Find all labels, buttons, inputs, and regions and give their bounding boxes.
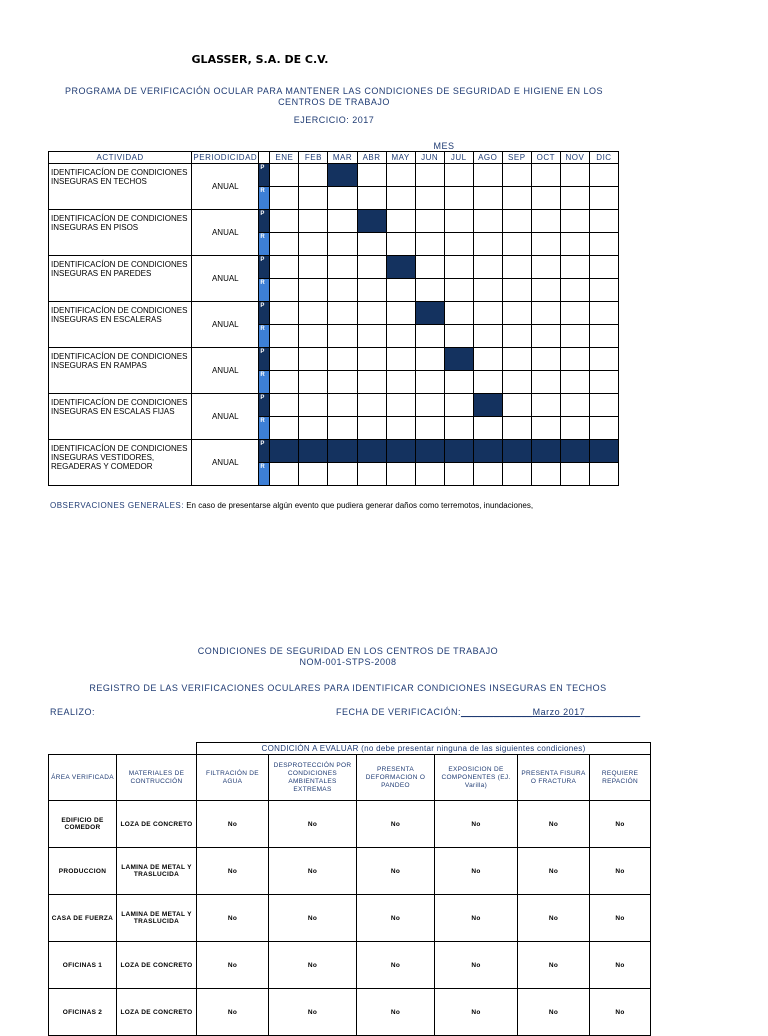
registro-title: REGISTRO DE LAS VERIFICACIONES OCULARES PARA IDENTIFICAR CONDICIONES INSEGURAS EN TECHOS (89, 683, 607, 693)
header-actividad: ACTIVIDAD (49, 152, 192, 164)
real-month-cell (560, 187, 589, 210)
planned-month-cell (444, 394, 473, 417)
material-cell: LOZA DE CONCRETO (117, 989, 197, 1036)
periodicidad-cell: ANUAL (192, 302, 259, 348)
planned-month-cell (473, 348, 502, 371)
real-month-cell (270, 233, 299, 256)
real-marker: R (259, 279, 270, 302)
real-month-cell (502, 371, 531, 394)
real-month-cell (473, 463, 502, 486)
header-month: AGO (473, 152, 502, 164)
real-month-cell (531, 371, 560, 394)
area-cell: PRODUCCION (49, 848, 117, 895)
actividad-cell: IDENTIFICACÍON DE CONDICIONES INSEGURAS EN RAMPAS (49, 348, 192, 394)
real-month-cell (531, 279, 560, 302)
condition-value-cell: No (357, 848, 435, 895)
condition-value-cell: No (357, 895, 435, 942)
planned-month-cell (357, 440, 386, 463)
planned-month-cell (560, 256, 589, 279)
planned-month-cell (270, 302, 299, 325)
planned-month-cell (415, 210, 444, 233)
real-month-cell (357, 417, 386, 440)
observaciones-text: En caso de presentarse algún evento que pudiera generar daños como terremotos, inundaciones, (186, 501, 534, 510)
real-month-cell (270, 417, 299, 440)
planned-month-cell (299, 348, 328, 371)
planned-month-cell (560, 164, 589, 187)
actividad-cell: IDENTIFICACÍON DE CONDICIONES INSEGURAS EN PAREDES (49, 256, 192, 302)
real-month-cell (531, 233, 560, 256)
group-header: CONDICIÓN A EVALUAR (no debe presentar ninguna de las siguientes condiciones) (197, 743, 651, 755)
schedule-row (49, 164, 619, 187)
header-month: SEP (502, 152, 531, 164)
planned-month-cell (328, 302, 357, 325)
planned-month-cell (473, 210, 502, 233)
real-month-cell (531, 187, 560, 210)
real-month-cell (502, 417, 531, 440)
condition-value-cell: No (269, 801, 357, 848)
mes-label: MES (433, 141, 455, 151)
condition-value-cell: No (269, 848, 357, 895)
material-cell: LOZA DE CONCRETO (117, 942, 197, 989)
condition-value-cell: No (435, 989, 518, 1036)
company-name: GLASSER, S.A. DE C.V. (191, 53, 329, 66)
planned-month-cell (473, 302, 502, 325)
planned-month-cell (502, 348, 531, 371)
nom-label: NOM-001-STPS-2008 (299, 657, 397, 667)
planned-month-cell (560, 302, 589, 325)
planned-month-cell (386, 440, 415, 463)
header-month: JUL (444, 152, 473, 164)
planned-marker: P (259, 256, 270, 279)
planned-month-cell (560, 394, 589, 417)
planned-month-cell (473, 256, 502, 279)
actividad-cell: IDENTIFICACÍON DE CONDICIONES INSEGURAS EN TECHOS (49, 164, 192, 210)
header-filtracion: FILTRACIÓN DE AGUA (197, 755, 269, 801)
header-month: MAY (386, 152, 415, 164)
planned-month-cell (473, 440, 502, 463)
condition-value-cell: No (435, 848, 518, 895)
table-row (49, 848, 651, 895)
real-month-cell (589, 325, 618, 348)
planned-month-cell (502, 164, 531, 187)
planned-month-cell (386, 210, 415, 233)
real-month-cell (299, 279, 328, 302)
condition-value-cell: No (197, 942, 269, 989)
real-month-cell (415, 463, 444, 486)
real-month-cell (589, 187, 618, 210)
real-month-cell (415, 371, 444, 394)
schedule-row (49, 302, 619, 325)
real-month-cell (502, 187, 531, 210)
real-month-cell (589, 233, 618, 256)
schedule-row (49, 348, 619, 371)
actividad-cell: IDENTIFICACÍON DE CONDICIONES INSEGURAS VESTIDORES, REGADERAS Y COMEDOR (49, 440, 192, 486)
table-row (49, 989, 651, 1036)
real-month-cell (328, 233, 357, 256)
planned-marker: P (259, 348, 270, 371)
planned-month-cell (589, 164, 618, 187)
real-marker: R (259, 463, 270, 486)
real-month-cell (502, 233, 531, 256)
real-month-cell (415, 325, 444, 348)
real-month-cell (531, 325, 560, 348)
periodicidad-cell: ANUAL (192, 348, 259, 394)
real-month-cell (357, 233, 386, 256)
real-month-cell (357, 187, 386, 210)
real-month-cell (502, 463, 531, 486)
table-row (49, 801, 651, 848)
condition-value-cell: No (357, 942, 435, 989)
real-month-cell (328, 279, 357, 302)
area-cell: OFICINAS 2 (49, 989, 117, 1036)
real-month-cell (444, 187, 473, 210)
condition-value-cell: No (590, 989, 651, 1036)
planned-month-cell (589, 302, 618, 325)
real-month-cell (386, 187, 415, 210)
real-month-cell (589, 279, 618, 302)
actividad-cell: IDENTIFICACÍON DE CONDICIONES INSEGURAS EN ESCALAS FIJAS (49, 394, 192, 440)
real-month-cell (473, 279, 502, 302)
real-month-cell (386, 463, 415, 486)
periodicidad-cell: ANUAL (192, 210, 259, 256)
planned-month-cell (589, 348, 618, 371)
planned-month-cell (502, 210, 531, 233)
conditions-header-row (49, 755, 651, 801)
planned-month-cell (531, 348, 560, 371)
header-periodicidad: PERIODICIDAD (193, 153, 258, 162)
condition-value-cell: No (269, 895, 357, 942)
material-cell: LOZA DE CONCRETO (117, 801, 197, 848)
planned-month-cell (386, 164, 415, 187)
real-month-cell (531, 463, 560, 486)
condition-value-cell: No (590, 895, 651, 942)
planned-month-cell (386, 348, 415, 371)
header-area: ÁREA VERIFICADA (49, 755, 117, 801)
planned-month-cell (299, 164, 328, 187)
planned-month-cell (444, 302, 473, 325)
real-month-cell (270, 325, 299, 348)
planned-month-cell (444, 348, 473, 371)
real-month-cell (415, 187, 444, 210)
header-month: ENE (270, 152, 299, 164)
planned-month-cell (444, 210, 473, 233)
real-month-cell (328, 463, 357, 486)
condition-value-cell: No (269, 942, 357, 989)
real-month-cell (589, 463, 618, 486)
real-month-cell (299, 463, 328, 486)
condition-value-cell: No (435, 895, 518, 942)
header-month: MAR (328, 152, 357, 164)
planned-month-cell (270, 164, 299, 187)
planned-month-cell (444, 440, 473, 463)
real-month-cell (589, 417, 618, 440)
real-month-cell (328, 325, 357, 348)
planned-month-cell (444, 164, 473, 187)
planned-month-cell (328, 394, 357, 417)
condition-value-cell: No (518, 848, 590, 895)
schedule-row (49, 256, 619, 279)
planned-month-cell (531, 440, 560, 463)
planned-month-cell (589, 256, 618, 279)
real-marker: R (259, 187, 270, 210)
real-month-cell (357, 463, 386, 486)
planned-month-cell (589, 394, 618, 417)
fecha-verificacion (336, 707, 640, 717)
real-month-cell (386, 325, 415, 348)
planned-month-cell (502, 394, 531, 417)
observaciones (50, 501, 533, 510)
condition-value-cell: No (518, 989, 590, 1036)
condition-value-cell: No (357, 801, 435, 848)
real-month-cell (299, 325, 328, 348)
planned-month-cell (560, 348, 589, 371)
periodicidad-cell: ANUAL (192, 394, 259, 440)
planned-month-cell (386, 394, 415, 417)
real-month-cell (270, 463, 299, 486)
real-month-cell (444, 463, 473, 486)
real-month-cell (560, 417, 589, 440)
area-cell: CASA DE FUERZA (49, 895, 117, 942)
schedule-header-row (49, 152, 619, 164)
planned-month-cell (531, 256, 560, 279)
condition-value-cell: No (590, 942, 651, 989)
planned-month-cell (415, 394, 444, 417)
planned-month-cell (270, 394, 299, 417)
observaciones-label: OBSERVACIONES GENERALES: (50, 501, 184, 510)
planned-month-cell (299, 210, 328, 233)
conditions-title-line: CONDICIONES DE SEGURIDAD EN LOS CENTROS DE TRABAJO (197, 646, 499, 656)
condition-value-cell: No (590, 801, 651, 848)
real-month-cell (386, 279, 415, 302)
real-month-cell (357, 325, 386, 348)
planned-month-cell (502, 256, 531, 279)
real-month-cell (531, 417, 560, 440)
real-month-cell (473, 233, 502, 256)
real-month-cell (299, 233, 328, 256)
condition-value-cell: No (197, 848, 269, 895)
real-marker: R (259, 371, 270, 394)
header-month: ABR (357, 152, 386, 164)
real-month-cell (444, 325, 473, 348)
real-month-cell (386, 371, 415, 394)
planned-month-cell (531, 210, 560, 233)
real-month-cell (473, 325, 502, 348)
real-marker: R (259, 325, 270, 348)
condition-value-cell: No (197, 989, 269, 1036)
planned-month-cell (560, 440, 589, 463)
empty-header (49, 743, 117, 755)
planned-marker: P (259, 394, 270, 417)
planned-month-cell (473, 394, 502, 417)
real-marker: R (259, 233, 270, 256)
header-reparacion: REQUIERE REPACIÓN (590, 755, 651, 801)
planned-month-cell (444, 256, 473, 279)
planned-month-cell (328, 256, 357, 279)
planned-month-cell (328, 440, 357, 463)
real-month-cell (415, 417, 444, 440)
planned-month-cell (386, 302, 415, 325)
real-month-cell (328, 371, 357, 394)
real-month-cell (357, 371, 386, 394)
planned-month-cell (328, 348, 357, 371)
schedule-table (48, 151, 619, 486)
real-month-cell (444, 417, 473, 440)
planned-month-cell (270, 210, 299, 233)
header-month: OCT (531, 152, 560, 164)
header-material: MATERIALES DE CONTRUCCIÓN (117, 755, 197, 801)
condition-value-cell: No (197, 895, 269, 942)
real-month-cell (473, 187, 502, 210)
real-month-cell (328, 417, 357, 440)
actividad-cell: IDENTIFICACÍON DE CONDICIONES INSEGURAS EN PISOS (49, 210, 192, 256)
table-row (49, 942, 651, 989)
real-month-cell (444, 279, 473, 302)
real-month-cell (473, 371, 502, 394)
planned-month-cell (357, 256, 386, 279)
fecha-label: FECHA DE VERIFICACIÓN: (336, 707, 462, 717)
real-month-cell (386, 417, 415, 440)
actividad-cell: IDENTIFICACÍON DE CONDICIONES INSEGURAS EN ESCALERAS (49, 302, 192, 348)
condition-value-cell: No (269, 989, 357, 1036)
planned-marker: P (259, 440, 270, 463)
planned-month-cell (415, 440, 444, 463)
real-month-cell (560, 371, 589, 394)
conditions-title (120, 646, 576, 668)
planned-month-cell (299, 440, 328, 463)
planned-month-cell (531, 164, 560, 187)
planned-month-cell (560, 210, 589, 233)
real-marker: R (259, 417, 270, 440)
header-month: DIC (589, 152, 618, 164)
planned-month-cell (270, 348, 299, 371)
planned-marker: P (259, 210, 270, 233)
planned-month-cell (357, 164, 386, 187)
real-month-cell (502, 279, 531, 302)
real-month-cell (560, 463, 589, 486)
real-month-cell (473, 417, 502, 440)
planned-month-cell (415, 256, 444, 279)
header-month: FEB (299, 152, 328, 164)
planned-month-cell (473, 164, 502, 187)
real-month-cell (415, 233, 444, 256)
condition-value-cell: No (435, 942, 518, 989)
real-month-cell (502, 325, 531, 348)
planned-month-cell (531, 394, 560, 417)
header-deformacion: PRESENTA DEFORMACION O PANDEO (357, 755, 435, 801)
planned-month-cell (299, 394, 328, 417)
planned-month-cell (328, 164, 357, 187)
real-month-cell (415, 279, 444, 302)
header-desproteccion: DESPROTECCIÓN POR CONDICIONES AMBIENTALES EXTREMAS (269, 755, 357, 801)
real-month-cell (560, 233, 589, 256)
schedule-row (49, 394, 619, 417)
condition-value-cell: No (518, 801, 590, 848)
periodicidad-cell: ANUAL (192, 256, 259, 302)
planned-month-cell (357, 302, 386, 325)
planned-month-cell (357, 210, 386, 233)
header-month: NOV (560, 152, 589, 164)
real-month-cell (560, 325, 589, 348)
planned-month-cell (415, 302, 444, 325)
schedule-row (49, 440, 619, 463)
planned-month-cell (270, 256, 299, 279)
real-month-cell (270, 187, 299, 210)
planned-month-cell (589, 210, 618, 233)
ejercicio-label: EJERCICIO: 2017 (293, 115, 375, 125)
planned-month-cell (531, 302, 560, 325)
condition-value-cell: No (197, 801, 269, 848)
header-exposicion: EXPOSICION DE COMPONENTES (EJ. Varilla) (435, 755, 518, 801)
planned-month-cell (270, 440, 299, 463)
conditions-table (48, 742, 651, 1036)
real-month-cell (589, 371, 618, 394)
periodicidad-cell: ANUAL (192, 440, 259, 486)
realizo-label: REALIZO: (50, 707, 96, 717)
condition-value-cell: No (518, 895, 590, 942)
planned-month-cell (357, 348, 386, 371)
planned-marker: P (259, 302, 270, 325)
condition-value-cell: No (590, 848, 651, 895)
material-cell: LAMINA DE METAL Y TRASLUCIDA (117, 848, 197, 895)
real-month-cell (270, 371, 299, 394)
area-cell: EDIFICIO DE COMEDOR (49, 801, 117, 848)
real-month-cell (299, 417, 328, 440)
real-month-cell (386, 233, 415, 256)
condition-value-cell: No (518, 942, 590, 989)
real-month-cell (299, 371, 328, 394)
planned-month-cell (415, 348, 444, 371)
periodicidad-cell: ANUAL (192, 164, 259, 210)
planned-month-cell (589, 440, 618, 463)
real-month-cell (328, 187, 357, 210)
real-month-cell (299, 187, 328, 210)
condition-value-cell: No (435, 801, 518, 848)
fecha-value: _____________Marzo 2017__________ (461, 707, 641, 717)
planned-month-cell (415, 164, 444, 187)
conditions-group-row (49, 743, 651, 755)
planned-month-cell (328, 210, 357, 233)
planned-month-cell (386, 256, 415, 279)
header-fisura: PRESENTA FISURA O FRACTURA (518, 755, 590, 801)
planned-month-cell (357, 394, 386, 417)
planned-marker: P (259, 164, 270, 187)
real-month-cell (444, 233, 473, 256)
condition-value-cell: No (357, 989, 435, 1036)
schedule-row (49, 210, 619, 233)
real-month-cell (270, 279, 299, 302)
planned-month-cell (502, 440, 531, 463)
area-cell: OFICINAS 1 (49, 942, 117, 989)
planned-month-cell (299, 256, 328, 279)
real-month-cell (444, 371, 473, 394)
header-pr (259, 152, 270, 164)
header-month: JUN (415, 152, 444, 164)
program-title: PROGRAMA DE VERIFICACIÓN OCULAR PARA MANTENER LAS CONDICIONES DE SEGURIDAD E HIGIENE EN LOS CENTROS DE TRABAJO (65, 86, 603, 107)
table-row (49, 895, 651, 942)
material-cell: LAMINA DE METAL Y TRASLUCIDA (117, 895, 197, 942)
real-month-cell (357, 279, 386, 302)
real-month-cell (560, 279, 589, 302)
planned-month-cell (299, 302, 328, 325)
empty-header (117, 743, 197, 755)
planned-month-cell (502, 302, 531, 325)
